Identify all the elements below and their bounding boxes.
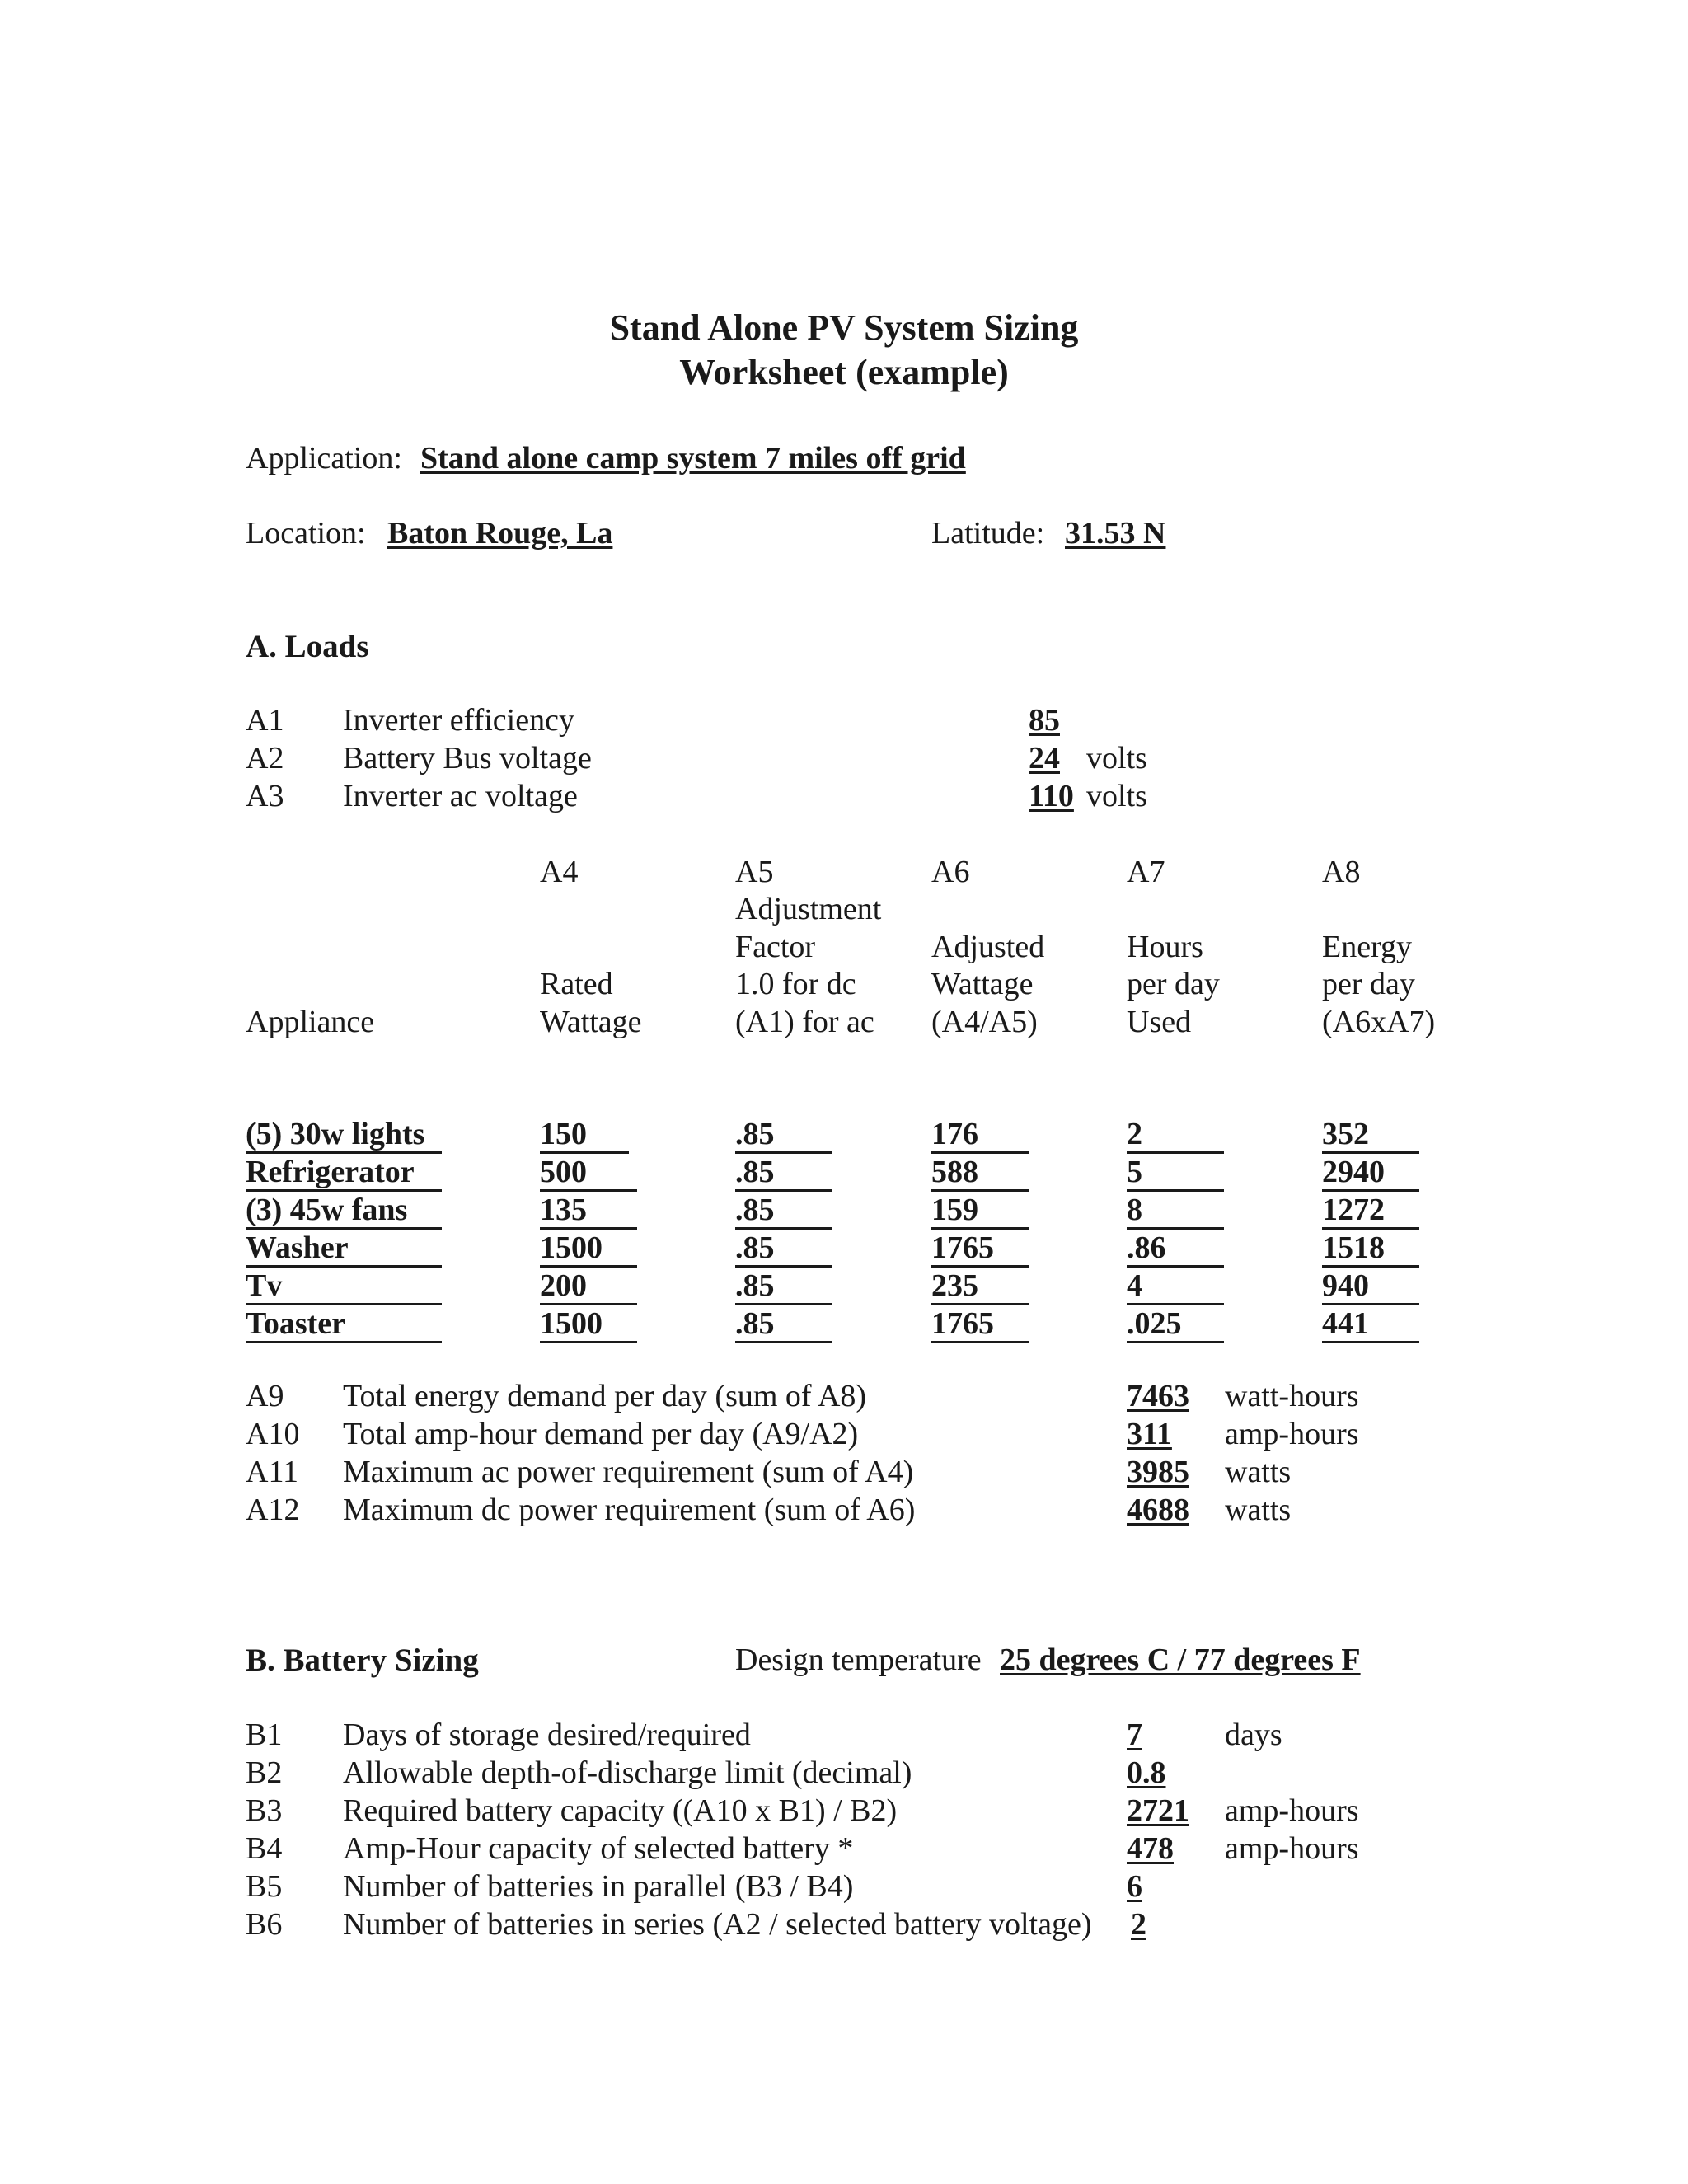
column-code-a5: A5 xyxy=(735,855,774,889)
cell-appliance: Toaster xyxy=(246,1308,442,1343)
battery-row xyxy=(0,1906,1688,1944)
column-header-a7-line: Hours xyxy=(1127,930,1203,964)
column-code-a6: A6 xyxy=(931,855,970,889)
battery-row xyxy=(0,1793,1688,1830)
page-title-line-2: Worksheet (example) xyxy=(679,352,1009,392)
cell-rated: 500 xyxy=(540,1156,637,1192)
column-header-a6-line: Adjusted xyxy=(931,930,1045,964)
setting-label: Inverter efficiency xyxy=(343,703,574,738)
cell-appliance: (3) 45w fans xyxy=(246,1194,442,1230)
table-row xyxy=(0,1230,1688,1268)
battery-code: B4 xyxy=(246,1831,283,1866)
column-header-a5-line: Adjustment xyxy=(735,892,882,926)
column-header-a7-line: per day xyxy=(1127,967,1220,1001)
cell-hours: 5 xyxy=(1127,1156,1224,1192)
cell-factor: .85 xyxy=(735,1270,832,1305)
total-unit: watts xyxy=(1225,1493,1292,1527)
battery-value: 6 xyxy=(1127,1869,1142,1904)
total-row xyxy=(0,1492,1688,1530)
cell-hours: .025 xyxy=(1127,1308,1224,1343)
total-value: 4688 xyxy=(1127,1493,1189,1527)
cell-hours: .86 xyxy=(1127,1232,1224,1268)
cell-appliance: Tv xyxy=(246,1270,442,1305)
cell-hours: 8 xyxy=(1127,1194,1224,1230)
total-code: A11 xyxy=(246,1455,299,1489)
design-temp-label: Design temperature xyxy=(735,1643,982,1677)
cell-appliance: Refrigerator xyxy=(246,1156,442,1192)
battery-label: Number of batteries in series (A2 / selected battery voltage) xyxy=(343,1907,1092,1942)
total-label: Maximum dc power requirement (sum of A6) xyxy=(343,1493,916,1527)
cell-adjusted: 588 xyxy=(931,1156,1029,1192)
total-row xyxy=(0,1416,1688,1454)
setting-row xyxy=(0,778,1688,816)
cell-energy: 940 xyxy=(1322,1270,1419,1305)
setting-row xyxy=(0,702,1688,740)
location-label: Location: xyxy=(246,516,366,551)
battery-code: B5 xyxy=(246,1869,283,1904)
column-header-a6-line: (A4/A5) xyxy=(931,1005,1038,1039)
cell-hours: 2 xyxy=(1127,1118,1224,1154)
battery-code: B2 xyxy=(246,1755,283,1790)
battery-value: 2 xyxy=(1131,1907,1146,1942)
battery-label: Number of batteries in parallel (B3 / B4) xyxy=(343,1869,854,1904)
table-row xyxy=(0,1116,1688,1154)
page-title-line-1: Stand Alone PV System Sizing xyxy=(609,307,1079,348)
cell-factor: .85 xyxy=(735,1308,832,1343)
cell-energy: 1518 xyxy=(1322,1232,1419,1268)
battery-row xyxy=(0,1717,1688,1755)
total-label: Total energy demand per day (sum of A8) xyxy=(343,1379,867,1413)
column-header-a8-line: per day xyxy=(1322,967,1415,1001)
cell-energy: 2940 xyxy=(1322,1156,1419,1192)
battery-value: 0.8 xyxy=(1127,1755,1166,1790)
cell-adjusted: 176 xyxy=(931,1118,1029,1154)
column-header-a5-line: Factor xyxy=(735,930,816,964)
total-label: Maximum ac power requirement (sum of A4) xyxy=(343,1455,914,1489)
battery-code: B3 xyxy=(246,1793,283,1828)
total-value: 311 xyxy=(1127,1417,1172,1451)
battery-value: 7 xyxy=(1127,1718,1142,1752)
table-row xyxy=(0,1305,1688,1343)
battery-row xyxy=(0,1755,1688,1793)
cell-hours: 4 xyxy=(1127,1270,1224,1305)
section-heading-loads: A. Loads xyxy=(246,629,369,664)
cell-energy: 352 xyxy=(1322,1118,1419,1154)
battery-label: Required battery capacity ((A10 x B1) / B2) xyxy=(343,1793,898,1828)
setting-unit: volts xyxy=(1086,779,1147,813)
column-header-a7-line: Used xyxy=(1127,1005,1192,1039)
total-value: 7463 xyxy=(1127,1379,1189,1413)
latitude-label: Latitude: xyxy=(931,516,1045,551)
battery-unit: amp-hours xyxy=(1225,1793,1359,1828)
battery-value: 478 xyxy=(1127,1831,1174,1866)
cell-rated: 150 xyxy=(540,1118,629,1154)
setting-code: A1 xyxy=(246,703,284,738)
battery-unit: days xyxy=(1225,1718,1282,1752)
cell-adjusted: 159 xyxy=(931,1194,1029,1230)
cell-rated: 1500 xyxy=(540,1308,637,1343)
cell-factor: .85 xyxy=(735,1232,832,1268)
total-label: Total amp-hour demand per day (A9/A2) xyxy=(343,1417,859,1451)
cell-energy: 441 xyxy=(1322,1308,1419,1343)
setting-label: Battery Bus voltage xyxy=(343,741,592,776)
table-row xyxy=(0,1154,1688,1192)
column-header-a6-line: Wattage xyxy=(931,967,1034,1001)
latitude-value: 31.53 N xyxy=(1065,516,1166,551)
column-header-a5-line: 1.0 for dc xyxy=(735,967,856,1001)
cell-adjusted: 1765 xyxy=(931,1232,1029,1268)
setting-unit: volts xyxy=(1086,741,1147,776)
location-value: Baton Rouge, La xyxy=(387,516,613,551)
application-label: Application: xyxy=(246,441,402,476)
total-unit: amp-hours xyxy=(1225,1417,1359,1451)
column-header-a4-line: Rated xyxy=(540,967,613,1001)
setting-value: 110 xyxy=(1029,779,1074,813)
cell-energy: 1272 xyxy=(1322,1194,1419,1230)
table-row xyxy=(0,1192,1688,1230)
cell-adjusted: 1765 xyxy=(931,1308,1029,1343)
column-header-appliance: Appliance xyxy=(246,1005,375,1039)
setting-label: Inverter ac voltage xyxy=(343,779,578,813)
battery-code: B1 xyxy=(246,1718,283,1752)
setting-code: A3 xyxy=(246,779,284,813)
setting-value: 85 xyxy=(1029,703,1060,738)
cell-factor: .85 xyxy=(735,1194,832,1230)
column-code-a4: A4 xyxy=(540,855,579,889)
total-value: 3985 xyxy=(1127,1455,1189,1489)
cell-factor: .85 xyxy=(735,1156,832,1192)
column-header-a8-line: (A6xA7) xyxy=(1322,1005,1436,1039)
cell-factor: .85 xyxy=(735,1118,832,1154)
battery-row xyxy=(0,1830,1688,1868)
column-code-a8: A8 xyxy=(1322,855,1361,889)
table-row xyxy=(0,1268,1688,1305)
section-heading-battery: B. Battery Sizing xyxy=(246,1643,479,1678)
cell-appliance: (5) 30w lights xyxy=(246,1118,442,1154)
cell-rated: 200 xyxy=(540,1270,637,1305)
cell-adjusted: 235 xyxy=(931,1270,1029,1305)
total-code: A9 xyxy=(246,1379,284,1413)
battery-label: Amp-Hour capacity of selected battery * xyxy=(343,1831,854,1866)
setting-code: A2 xyxy=(246,741,284,776)
application-value: Stand alone camp system 7 miles off grid xyxy=(420,441,966,476)
battery-code: B6 xyxy=(246,1907,283,1942)
cell-rated: 135 xyxy=(540,1194,637,1230)
cell-appliance: Washer xyxy=(246,1232,442,1268)
column-header-a4-line: Wattage xyxy=(540,1005,642,1039)
battery-unit: amp-hours xyxy=(1225,1831,1359,1866)
battery-value: 2721 xyxy=(1127,1793,1189,1828)
cell-rated: 1500 xyxy=(540,1232,637,1268)
column-header-a8-line: Energy xyxy=(1322,930,1413,964)
total-row xyxy=(0,1454,1688,1492)
setting-value: 24 xyxy=(1029,741,1060,776)
total-row xyxy=(0,1378,1688,1416)
column-header-a5-line: (A1) for ac xyxy=(735,1005,874,1039)
battery-row xyxy=(0,1868,1688,1906)
setting-row xyxy=(0,740,1688,778)
battery-label: Days of storage desired/required xyxy=(343,1718,751,1752)
total-code: A12 xyxy=(246,1493,300,1527)
total-unit: watt-hours xyxy=(1225,1379,1359,1413)
total-unit: watts xyxy=(1225,1455,1292,1489)
battery-label: Allowable depth-of-discharge limit (decimal) xyxy=(343,1755,912,1790)
column-code-a7: A7 xyxy=(1127,855,1165,889)
total-code: A10 xyxy=(246,1417,300,1451)
design-temp-value: 25 degrees C / 77 degrees F xyxy=(1000,1643,1361,1677)
